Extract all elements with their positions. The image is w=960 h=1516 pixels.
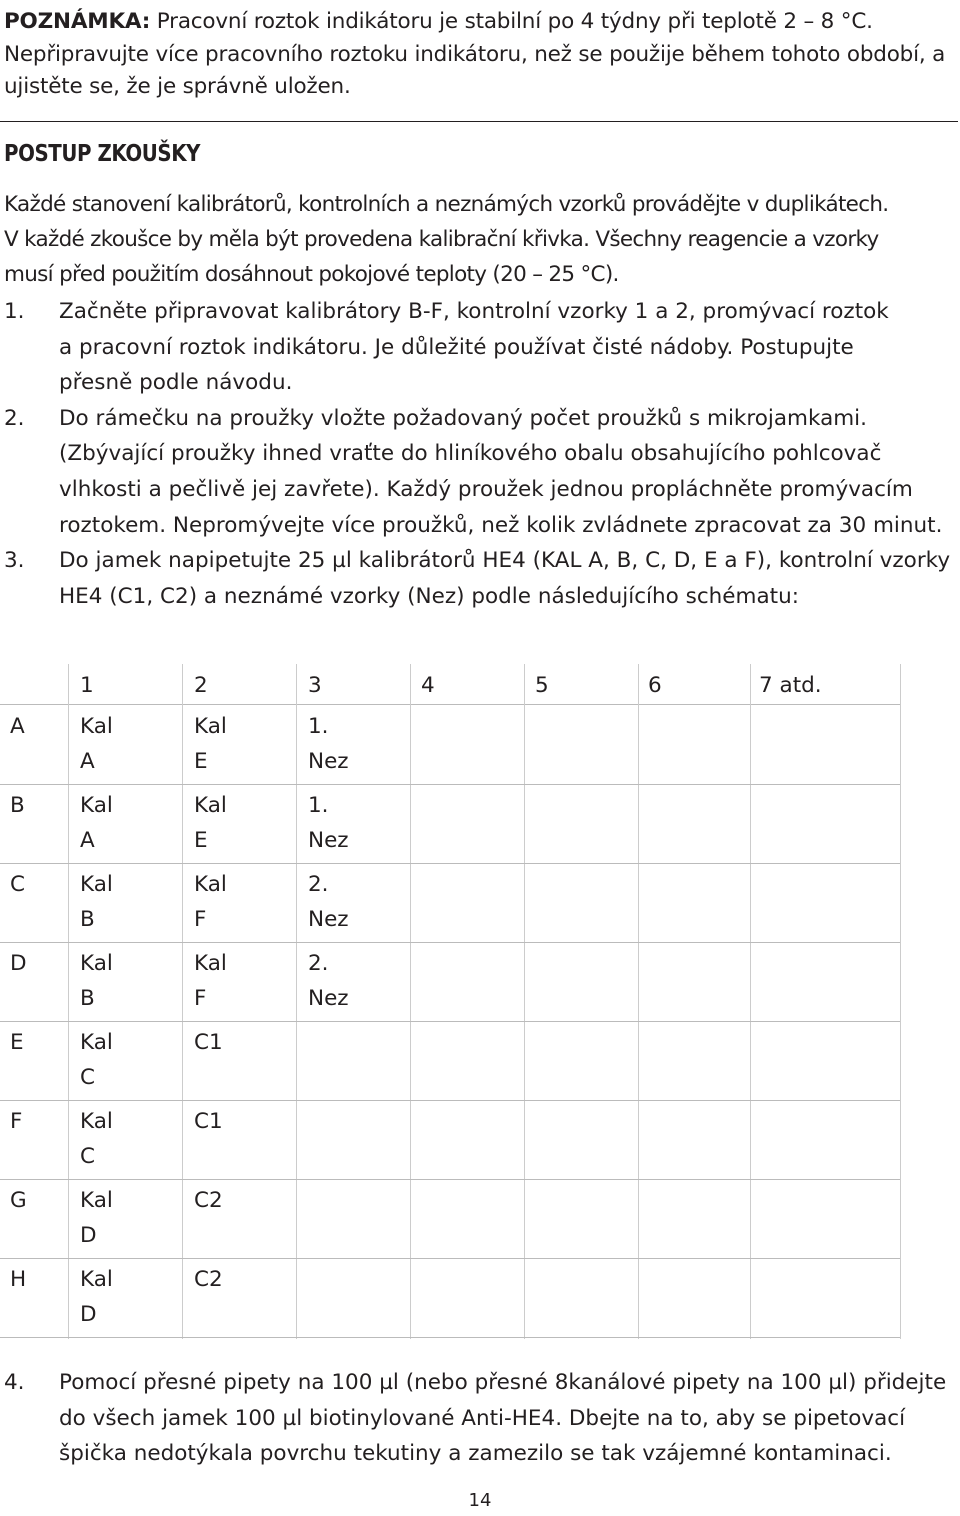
cell-line: A: [80, 749, 95, 774]
step-number: 1.: [4, 299, 25, 324]
table-row: [0, 1100, 900, 1180]
step-number: 2.: [4, 405, 25, 431]
cell-line: Kal: [80, 1030, 113, 1055]
table-cell: [308, 709, 349, 779]
row-label: H: [10, 1267, 27, 1292]
step-line: vlhkosti a pečlivě jej zavřete). Každý proužek jednou propláchněte promývacím: [59, 476, 913, 502]
column-header: 2: [194, 673, 208, 698]
cell-line: Kal: [194, 793, 227, 818]
column-header: 3: [308, 673, 322, 698]
column-header: 7 atd.: [759, 673, 822, 698]
cell-line: Kal: [80, 951, 113, 976]
table-row: [0, 784, 900, 864]
cell-line: A: [80, 828, 95, 853]
table-cell: [194, 709, 227, 779]
cell-line: Kal: [194, 951, 227, 976]
table-header-row: [0, 664, 900, 705]
cell-line: Nez: [308, 907, 349, 932]
step-item: [4, 1365, 956, 1472]
cell-line: 2.: [308, 951, 329, 976]
cell-line: E: [194, 828, 208, 853]
row-label: B: [10, 793, 25, 818]
step-item: [4, 401, 956, 543]
cell-line: Kal: [80, 872, 113, 897]
cell-line: Kal: [194, 872, 227, 897]
row-label: D: [10, 951, 27, 976]
cell-line: C1: [194, 1030, 223, 1055]
step-line: přesně podle návodu.: [59, 370, 293, 396]
intro-line: V každé zkoušce by měla být provedena kalibrační křivka. Všechny reagencie a vzorky: [4, 227, 879, 252]
row-label: G: [10, 1188, 27, 1213]
column-header: 1: [80, 673, 94, 698]
cell-line: D: [80, 1223, 97, 1248]
table-row: [0, 863, 900, 943]
step-line: HE4 (C1, C2) a neznámé vzorky (Nez) podle následujícího schématu:: [59, 583, 799, 609]
table-cell: [80, 867, 113, 937]
intro-line: musí před použitím dosáhnout pokojové teploty (20 – 25 °C).: [4, 262, 619, 287]
cell-line: Kal: [80, 1109, 113, 1134]
cell-line: 1.: [308, 793, 329, 818]
table-row: [0, 942, 900, 1022]
table-cell: [194, 1025, 223, 1060]
table-cell: [80, 709, 113, 779]
table-cell: [194, 867, 227, 937]
cell-line: Kal: [80, 1267, 113, 1292]
cell-line: 1.: [308, 714, 329, 739]
column-header: 6: [648, 673, 662, 698]
step-4: [4, 1365, 956, 1472]
column-header: 5: [535, 673, 549, 698]
column-header: 4: [421, 673, 435, 698]
plate-layout-table: [0, 664, 900, 1339]
row-label: E: [10, 1030, 24, 1055]
table-cell: [80, 1104, 113, 1174]
cell-line: F: [194, 907, 207, 932]
cell-line: C1: [194, 1109, 223, 1134]
table-cell: [308, 867, 349, 937]
step-line: špička nedotýkala povrchu tekutiny a zamezilo se tak vzájemné kontaminaci.: [59, 1441, 892, 1467]
section-divider: [0, 121, 958, 122]
cell-line: C: [80, 1144, 96, 1169]
cell-line: B: [80, 907, 95, 932]
cell-line: C: [80, 1065, 96, 1090]
step-line: roztokem. Nepromývejte více proužků, než kolik zvládnete zpracovat za 30 minut.: [59, 512, 943, 538]
cell-line: Nez: [308, 749, 349, 774]
table-cell: [80, 1262, 113, 1332]
table-row: [0, 705, 900, 785]
step-line: Začněte připravovat kalibrátory B-F, kontrolní vzorky 1 a 2, promývací roztok: [59, 299, 889, 324]
table-row: [0, 1021, 900, 1101]
step-line: do všech jamek 100 µl biotinylované Anti-HE4. Dbejte na to, aby se pipetovací: [59, 1405, 906, 1431]
table-cell: [194, 1104, 223, 1139]
cell-line: Nez: [308, 986, 349, 1011]
table-column-divider: [900, 664, 901, 1339]
step-line: Do jamek napipetujte 25 µl kalibrátorů HE4 (KAL A, B, C, D, E a F), kontrolní vzorky: [59, 548, 951, 574]
cell-line: Kal: [80, 714, 113, 739]
cell-line: Nez: [308, 828, 349, 853]
step-line: (Zbývající proužky ihned vraťte do hliníkového obalu obsahujícího pohlcovač: [59, 441, 882, 467]
cell-line: Kal: [80, 793, 113, 818]
step-line: Do rámečku na proužky vložte požadovaný počet proužků s mikrojamkami.: [59, 405, 867, 431]
cell-line: Kal: [194, 714, 227, 739]
note-paragraph: [4, 6, 956, 104]
row-label: C: [10, 872, 26, 897]
cell-line: Kal: [80, 1188, 113, 1213]
table-cell: [80, 788, 113, 858]
step-line: a pracovní roztok indikátoru. Je důležité používat čisté nádoby. Postupujte: [59, 334, 854, 360]
cell-line: C2: [194, 1267, 223, 1292]
intro-paragraph: [4, 187, 956, 292]
cell-line: 2.: [308, 872, 329, 897]
table-cell: [308, 788, 349, 858]
table-cell: [194, 1183, 223, 1218]
steps-list: [4, 294, 956, 614]
row-label: F: [10, 1109, 23, 1134]
note-label: POZNÁMKA:: [4, 9, 151, 34]
table-cell: [194, 788, 227, 858]
table-cell: [308, 946, 349, 1016]
section-heading: POSTUP ZKOUŠKY: [4, 141, 201, 167]
cell-line: C2: [194, 1188, 223, 1213]
step-item: [4, 294, 956, 401]
cell-line: D: [80, 1302, 97, 1327]
step-number: 4.: [4, 1370, 25, 1395]
intro-line: Každé stanovení kalibrátorů, kontrolních a neznámých vzorků provádějte v duplikátech.: [4, 192, 889, 217]
table-cell: [194, 1262, 223, 1297]
cell-line: B: [80, 986, 95, 1011]
table-cell: [80, 1025, 113, 1095]
page-number: 14: [468, 1490, 492, 1511]
note-text: Pracovní roztok indikátoru je stabilní po 4 týdny při teplotě 2 – 8 °C. Nepřipravujte více pracovního roztoku indikátoru, než se použije během tohoto období, a ujistěte se, že je správně uložen.: [4, 9, 946, 99]
table-row: [0, 1179, 900, 1259]
step-line: Pomocí přesné pipety na 100 µl (nebo přesné 8kanálové pipety na 100 µl) přidejte: [59, 1370, 947, 1395]
table-row: [0, 1258, 900, 1338]
cell-line: F: [194, 986, 207, 1011]
step-item: [4, 543, 956, 614]
table-cell: [80, 946, 113, 1016]
table-cell: [194, 946, 227, 1016]
step-number: 3.: [4, 548, 25, 574]
row-label: A: [10, 714, 25, 739]
cell-line: E: [194, 749, 208, 774]
table-cell: [80, 1183, 113, 1253]
